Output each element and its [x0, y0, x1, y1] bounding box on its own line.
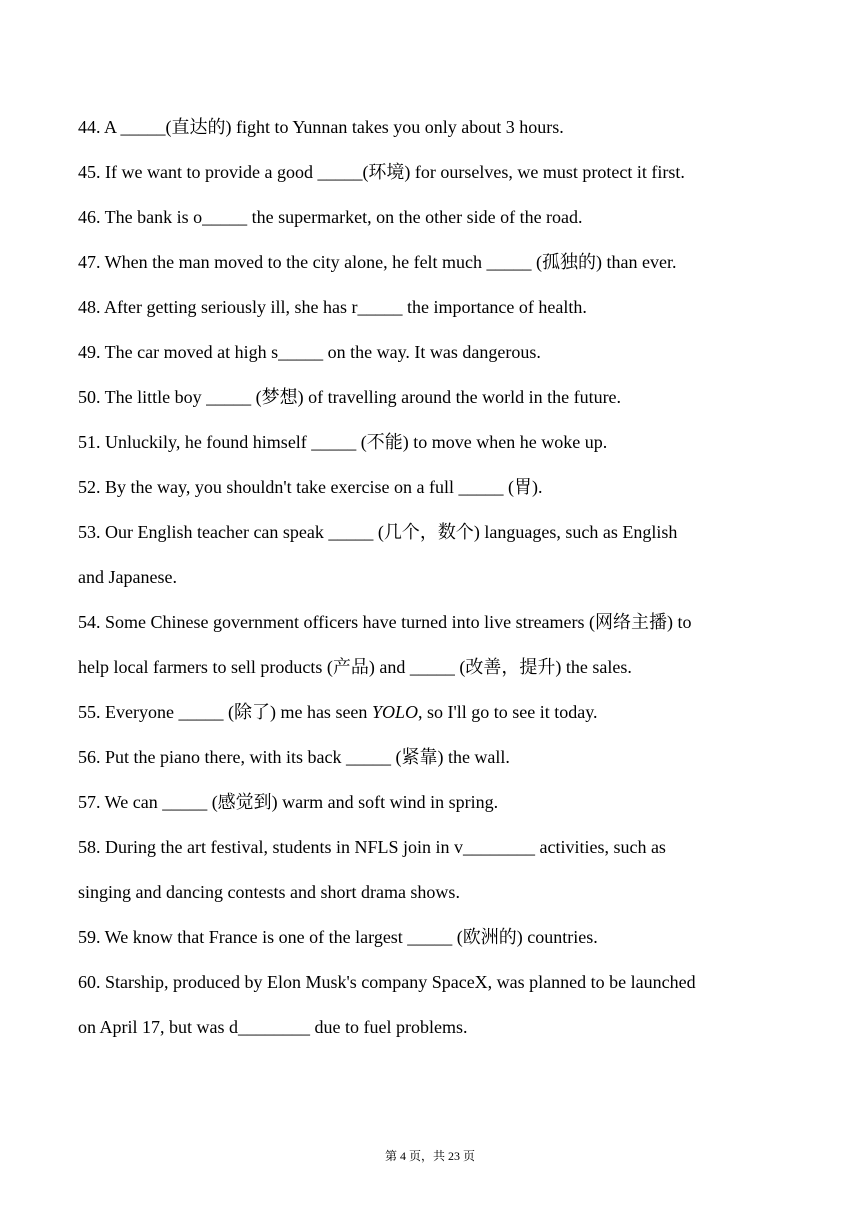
question-58-line-1: 58. During the art festival, students in NFLS join in v________ activities, such as: [78, 837, 666, 857]
question-45: 45. If we want to provide a good _____(环境) for ourselves, we must protect it first.: [78, 162, 685, 182]
question-51: 51. Unluckily, he found himself _____ (不能) to move when he woke up.: [78, 432, 608, 452]
question-55: [78, 690, 778, 735]
question-53-line-1: 53. Our English teacher can speak _____ (几个，数个) languages, such as English: [78, 522, 678, 542]
question-57: 57. We can _____ (感觉到) warm and soft wind in spring.: [78, 792, 499, 812]
question-48: 48. After getting seriously ill, she has r_____ the importance of health.: [78, 297, 587, 317]
question-60-line-1: 60. Starship, produced by Elon Musk's company SpaceX, was planned to be launched: [78, 972, 696, 992]
question-46: 46. The bank is o_____ the supermarket, on the other side of the road.: [78, 207, 583, 227]
question-54-line-1: 54. Some Chinese government officers have turned into live streamers (网络主播) to: [78, 612, 692, 632]
question-47: 47. When the man moved to the city alone, he felt much _____ (孤独的) than ever.: [78, 252, 677, 272]
question-49: 49. The car moved at high s_____ on the way. It was dangerous.: [78, 342, 541, 362]
question-55-title: YOLO: [371, 702, 418, 722]
question-44: 44. A _____(直达的) fight to Yunnan takes you only about 3 hours.: [78, 117, 564, 137]
question-55-before: 55. Everyone _____ (除了) me has seen: [78, 702, 372, 722]
question-53-line-2: and Japanese.: [78, 567, 177, 587]
page-footer: 第 4 页，共 23 页: [384, 1149, 475, 1163]
question-list: [78, 105, 778, 1050]
question-54-line-2: help local farmers to sell products (产品) and _____ (改善，提升) the sales.: [78, 657, 632, 677]
question-58-line-2: singing and dancing contests and short drama shows.: [78, 882, 460, 902]
question-52: 52. By the way, you shouldn't take exercise on a full _____ (胃).: [78, 477, 543, 497]
question-60-line-2: on April 17, but was d________ due to fuel problems.: [78, 1017, 468, 1037]
question-59: 59. We know that France is one of the largest _____ (欧洲的) countries.: [78, 927, 598, 947]
question-56: 56. Put the piano there, with its back _____ (紧靠) the wall.: [78, 747, 510, 767]
question-55-after: , so I'll go to see it today.: [417, 702, 598, 722]
question-50: 50. The little boy _____ (梦想) of travelling around the world in the future.: [78, 387, 622, 407]
